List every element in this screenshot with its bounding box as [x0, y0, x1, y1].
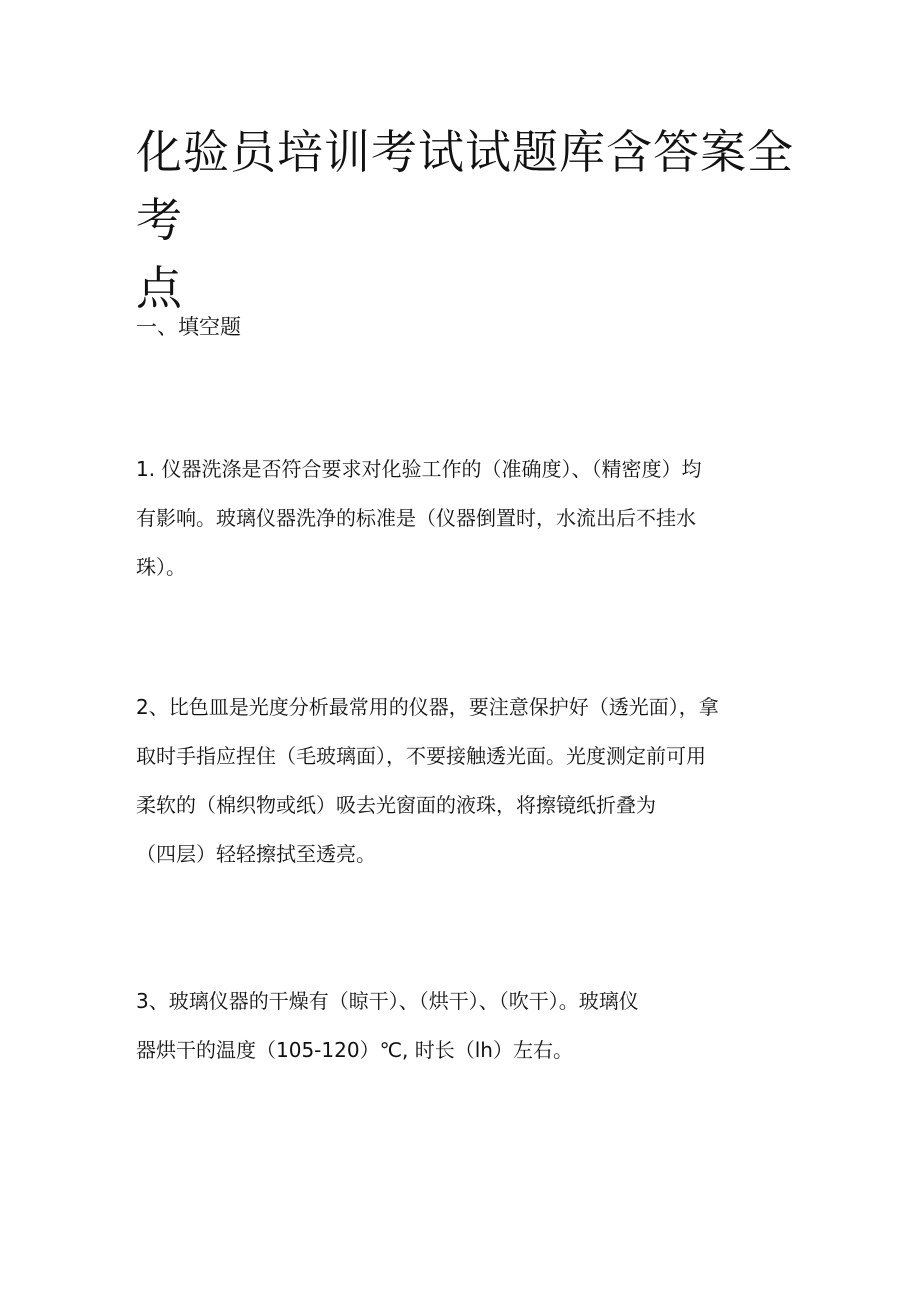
question-2	[136, 683, 786, 879]
title-line: 点	[136, 261, 183, 315]
question-line: 3、玻璃仪器的干燥有（晾干）、（烘干）、（吹干）。玻璃仪	[136, 989, 639, 1013]
question-1	[136, 445, 786, 592]
question-line: 1. 仪器洗涤是否符合要求对化验工作的（准确度）、（精密度）均	[136, 457, 702, 481]
question-line: （四层）轻轻擦拭至透亮。	[136, 842, 376, 866]
question-line: 取时手指应捏住（毛玻璃面），不要接触透光面。光度测定前可用	[136, 744, 706, 768]
question-line: 器烘干的温度（105-120）℃, 时长（lh）左右。	[136, 1038, 573, 1062]
question-line: 2、比色皿是光度分析最常用的仪器，要注意保护好（透光面），拿	[136, 695, 719, 719]
document-title	[136, 118, 796, 322]
question-line: 珠）。	[136, 555, 186, 579]
title-line: 化验员培训考试试题库含答案全考	[136, 125, 794, 247]
question-3	[136, 977, 786, 1075]
question-line: 柔软的（棉织物或纸）吸去光窗面的液珠，将擦镜纸折叠为	[136, 793, 656, 817]
section-heading: 一、填空题	[136, 315, 241, 339]
question-line: 有影响。玻璃仪器洗净的标准是（仪器倒置时，水流出后不挂水	[136, 506, 696, 530]
